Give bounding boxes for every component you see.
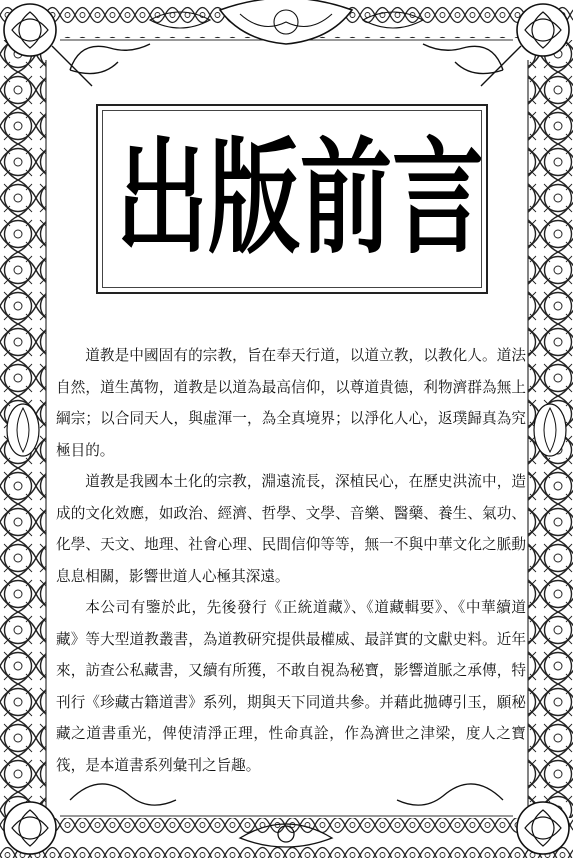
paragraph: 道教是中國固有的宗教，旨在奉天行道，以道立教，以教化人。道法自然，道生萬物，道教是以道為最高信仰，以尊道貴德，利物濟群為無上綱宗；以合同天人，與虛渾一，為全真境界；以淨化人心，返璞歸真為究極目的。 <box>56 347 526 459</box>
preface-body <box>56 340 526 781</box>
page-title <box>98 126 486 271</box>
paragraph: 本公司有鑒於此，先後發行《正統道藏》、《道藏輯要》、《中華續道藏》等大型道教叢書，為道教研究提供最權威、最詳實的文獻史料。近年來，訪查公私藏書，又續有所獲，不敢自視為秘寶，影響道脈之承傳，特刊行《珍藏古籍道書》系列，期與天下同道共參。并藉此拋磚引玉，願秘藏之道書重光，俾使清淨正理，性命真詮，作為濟世之津梁，度人之寶筏，是本道書系列彙刊之旨趣。 <box>56 599 526 774</box>
title-char: 版 <box>208 126 301 271</box>
title-char: 出 <box>116 126 209 271</box>
paragraph: 道教是我國本土化的宗教，淵遠流長，深植民心，在歷史洪流中，造成的文化效應，如政治、經濟、哲學、文學、音樂、醫藥、養生、氣功、化學、天文、地理、社會心理、民間信仰等等，無一不與中華文化之脈動息息相關，影響世道人心極其深遠。 <box>56 473 526 585</box>
title-frame <box>96 104 488 294</box>
title-char: 言 <box>392 126 485 271</box>
title-char: 前 <box>300 126 393 271</box>
